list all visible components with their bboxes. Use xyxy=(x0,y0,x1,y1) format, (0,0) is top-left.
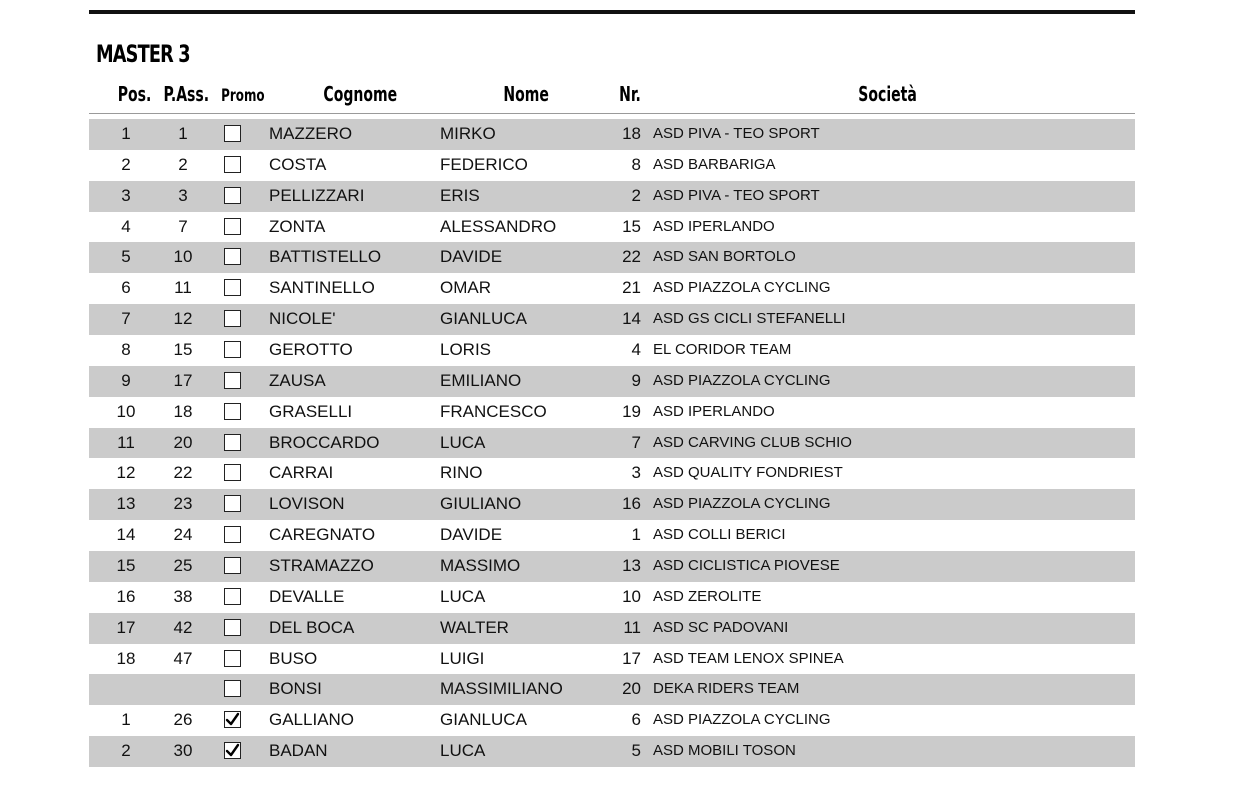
cell-nome: EMILIANO xyxy=(440,370,522,390)
cell-pass: 38 xyxy=(173,586,193,606)
cell-cognome: SANTINELLO xyxy=(269,278,375,298)
cell-nr: 13 xyxy=(622,556,641,576)
cell-nr: 3 xyxy=(631,463,641,483)
cell-pass: 22 xyxy=(173,463,193,483)
table-row xyxy=(89,613,1135,644)
cell-nome: DAVIDE xyxy=(440,247,503,267)
header-promo: Promo xyxy=(221,86,265,106)
promo-checkbox[interactable] xyxy=(224,711,241,728)
cell-nome: GIULIANO xyxy=(440,494,522,514)
cell-cognome: BONSI xyxy=(269,679,322,699)
cell-cognome: BUSO xyxy=(269,648,318,668)
cell-societa: ASD PIAZZOLA CYCLING xyxy=(653,495,831,513)
cell-nome: GIANLUCA xyxy=(440,710,527,730)
promo-checkbox[interactable] xyxy=(224,495,241,512)
cell-nr: 22 xyxy=(622,247,641,267)
cell-nr: 11 xyxy=(623,617,641,637)
cell-pass: 42 xyxy=(173,617,193,637)
promo-checkbox[interactable] xyxy=(224,248,241,265)
cell-pass: 2 xyxy=(178,154,188,174)
promo-checkbox[interactable] xyxy=(224,372,241,389)
cell-pos: 10 xyxy=(116,401,136,421)
table-row xyxy=(89,582,1135,613)
cell-societa: EL CORIDOR TEAM xyxy=(653,341,792,359)
cell-cognome: DEL BOCA xyxy=(269,617,355,637)
cell-pass: 47 xyxy=(173,648,193,668)
cell-nr: 8 xyxy=(631,154,641,174)
cell-nr: 6 xyxy=(631,710,641,730)
promo-checkbox[interactable] xyxy=(224,279,241,296)
cell-societa: ASD PIAZZOLA CYCLING xyxy=(653,371,831,389)
table-row xyxy=(89,551,1135,582)
cell-nr: 9 xyxy=(631,370,641,390)
cell-societa: DEKA RIDERS TEAM xyxy=(653,680,800,698)
cell-pass: 15 xyxy=(173,340,193,360)
cell-cognome: ZAUSA xyxy=(269,370,326,390)
cell-nr: 20 xyxy=(622,679,641,699)
cell-societa: ASD GS CICLI STEFANELLI xyxy=(653,310,846,328)
cell-nome: GIANLUCA xyxy=(440,309,527,329)
cell-cognome: COSTA xyxy=(269,154,327,174)
cell-pos: 14 xyxy=(116,525,136,545)
cell-pos: 2 xyxy=(121,741,131,761)
cell-nome: LORIS xyxy=(440,340,492,360)
cell-cognome: MAZZERO xyxy=(269,124,353,143)
cell-pass: 30 xyxy=(173,741,193,761)
cell-cognome: CARRAI xyxy=(269,463,334,483)
cell-pos: 15 xyxy=(116,556,136,576)
top-rule xyxy=(89,10,1135,14)
cell-cognome: BADAN xyxy=(269,741,328,761)
table-row xyxy=(89,273,1135,304)
cell-pass: 1 xyxy=(178,124,188,143)
table-row xyxy=(89,705,1135,736)
cell-nr: 2 xyxy=(631,185,641,205)
promo-checkbox[interactable] xyxy=(224,588,241,605)
cell-cognome: GEROTTO xyxy=(269,340,353,360)
cell-nome: FEDERICO xyxy=(440,154,528,174)
cell-cognome: CAREGNATO xyxy=(269,525,376,545)
table-row xyxy=(89,335,1135,366)
table-row xyxy=(89,674,1135,705)
table-row xyxy=(89,366,1135,397)
cell-pass: 7 xyxy=(178,216,188,236)
promo-checkbox[interactable] xyxy=(224,403,241,420)
cell-pass: 24 xyxy=(173,525,193,545)
cell-societa: ASD SC PADOVANI xyxy=(653,618,789,636)
promo-checkbox[interactable] xyxy=(224,557,241,574)
cell-cognome: STRAMAZZO xyxy=(269,556,374,576)
cell-pass: 12 xyxy=(173,309,193,329)
cell-nr: 18 xyxy=(622,124,641,143)
table-header xyxy=(89,80,1135,114)
cell-pos: 13 xyxy=(116,494,136,514)
cell-pos: 6 xyxy=(121,278,131,298)
cell-nome: LUCA xyxy=(440,432,486,452)
cell-nr: 21 xyxy=(622,278,641,298)
table-row xyxy=(89,181,1135,212)
cell-nr: 16 xyxy=(622,494,641,514)
cell-nr: 19 xyxy=(622,401,641,421)
cell-societa: ASD PIAZZOLA CYCLING xyxy=(653,279,831,297)
cell-pos: 1 xyxy=(121,124,131,143)
header-nr: Nr. xyxy=(619,82,641,106)
cell-nome: MASSIMILIANO xyxy=(440,679,563,699)
cell-societa: ASD MOBILI TOSON xyxy=(653,742,796,760)
promo-checkbox[interactable] xyxy=(224,341,241,358)
cell-societa: ASD IPERLANDO xyxy=(653,402,775,420)
cell-societa: ASD COLLI BERICI xyxy=(653,526,786,544)
cell-nr: 4 xyxy=(631,340,641,360)
cell-nr: 1 xyxy=(631,525,641,545)
promo-checkbox[interactable] xyxy=(224,526,241,543)
cell-societa: ASD PIAZZOLA CYCLING xyxy=(653,711,831,729)
table-row xyxy=(89,119,1135,150)
cell-societa: ASD ZEROLITE xyxy=(653,587,762,605)
promo-checkbox[interactable] xyxy=(224,650,241,667)
cell-pass: 10 xyxy=(173,247,193,267)
cell-societa: ASD CICLISTICA PIOVESE xyxy=(653,557,840,575)
promo-checkbox[interactable] xyxy=(224,434,241,451)
cell-pos: 5 xyxy=(121,247,131,267)
cell-pass: 18 xyxy=(173,401,193,421)
cell-pass: 25 xyxy=(173,556,193,576)
cell-pass: 3 xyxy=(178,185,188,205)
cell-pos: 4 xyxy=(121,216,131,236)
cell-nr: 17 xyxy=(622,648,641,668)
promo-checkbox[interactable] xyxy=(224,187,241,204)
cell-pos: 12 xyxy=(116,463,136,483)
cell-societa: ASD QUALITY FONDRIEST xyxy=(653,464,843,482)
table-row xyxy=(89,397,1135,428)
cell-nome: OMAR xyxy=(440,278,491,298)
table-row xyxy=(89,520,1135,551)
cell-pass: 17 xyxy=(173,370,193,390)
cell-nome: RINO xyxy=(440,463,483,483)
table-row xyxy=(89,489,1135,520)
cell-nome: WALTER xyxy=(440,617,509,637)
cell-nr: 10 xyxy=(622,586,641,606)
cell-cognome: BATTISTELLO xyxy=(269,247,382,267)
promo-checkbox[interactable] xyxy=(224,125,241,142)
cell-pos: 9 xyxy=(121,370,131,390)
promo-checkbox[interactable] xyxy=(224,680,241,697)
cell-pos: 7 xyxy=(121,309,131,329)
cell-societa: ASD TEAM LENOX SPINEA xyxy=(653,649,844,667)
table-row xyxy=(89,150,1135,181)
promo-checkbox[interactable] xyxy=(224,218,241,235)
cell-nr: 5 xyxy=(631,741,641,761)
cell-pos: 8 xyxy=(121,340,131,360)
table-row xyxy=(89,242,1135,273)
cell-nome: DAVIDE xyxy=(440,525,503,545)
cell-societa: ASD PIVA - TEO SPORT xyxy=(653,186,820,204)
cell-pass: 11 xyxy=(174,278,192,298)
cell-pos: 16 xyxy=(116,586,136,606)
cell-pos: 11 xyxy=(117,432,135,452)
table-row xyxy=(89,736,1135,767)
header-societa: Società xyxy=(858,82,917,106)
cell-nome: LUIGI xyxy=(440,648,485,668)
promo-checkbox[interactable] xyxy=(224,742,241,759)
results-table xyxy=(89,119,1135,767)
table-row xyxy=(89,304,1135,335)
cell-societa: ASD BARBARIGA xyxy=(653,155,776,173)
promo-checkbox[interactable] xyxy=(224,310,241,327)
cell-pos: 2 xyxy=(121,154,131,174)
promo-checkbox[interactable] xyxy=(224,156,241,173)
header-nome: Nome xyxy=(503,82,549,106)
promo-checkbox[interactable] xyxy=(224,619,241,636)
table-row xyxy=(89,644,1135,675)
cell-cognome: NICOLE' xyxy=(269,309,336,329)
cell-cognome: PELLIZZARI xyxy=(269,185,365,205)
cell-pos: 17 xyxy=(116,617,136,637)
cell-pass: 20 xyxy=(173,432,193,452)
cell-cognome: GALLIANO xyxy=(269,710,355,730)
cell-nr: 15 xyxy=(622,216,641,236)
table-row xyxy=(89,458,1135,489)
header-pass: P.Ass. xyxy=(163,82,210,106)
cell-nr: 14 xyxy=(622,309,641,329)
cell-cognome: LOVISON xyxy=(269,494,345,514)
cell-nome: MIRKO xyxy=(440,124,496,143)
table-row xyxy=(89,428,1135,459)
cell-cognome: GRASELLI xyxy=(269,401,353,421)
header-divider xyxy=(89,113,1135,114)
cell-societa: ASD PIVA - TEO SPORT xyxy=(653,125,820,142)
cell-cognome: DEVALLE xyxy=(269,586,345,606)
cell-pos: 18 xyxy=(116,648,136,668)
cell-nome: ERIS xyxy=(440,185,480,205)
checkmark-icon xyxy=(225,743,240,758)
cell-nr: 7 xyxy=(631,432,641,452)
cell-pass: 26 xyxy=(173,710,193,730)
cell-cognome: BROCCARDO xyxy=(269,432,380,452)
cell-nome: LUCA xyxy=(440,741,486,761)
cell-societa: ASD IPERLANDO xyxy=(653,217,775,235)
header-cognome: Cognome xyxy=(323,82,398,106)
header-pos: Pos. xyxy=(117,82,152,106)
promo-checkbox[interactable] xyxy=(224,464,241,481)
category-title: MASTER 3 xyxy=(96,40,190,68)
cell-nome: LUCA xyxy=(440,586,486,606)
cell-cognome: ZONTA xyxy=(269,216,326,236)
checkmark-icon xyxy=(225,712,240,727)
cell-pos: 3 xyxy=(121,185,131,205)
cell-pass: 23 xyxy=(173,494,193,514)
table-row xyxy=(89,212,1135,243)
cell-nome: FRANCESCO xyxy=(440,401,547,421)
cell-pos: 1 xyxy=(121,710,131,730)
cell-societa: ASD SAN BORTOLO xyxy=(653,248,796,266)
cell-nome: MASSIMO xyxy=(440,556,521,576)
cell-nome: ALESSANDRO xyxy=(440,216,557,236)
cell-societa: ASD CARVING CLUB SCHIO xyxy=(653,433,852,451)
